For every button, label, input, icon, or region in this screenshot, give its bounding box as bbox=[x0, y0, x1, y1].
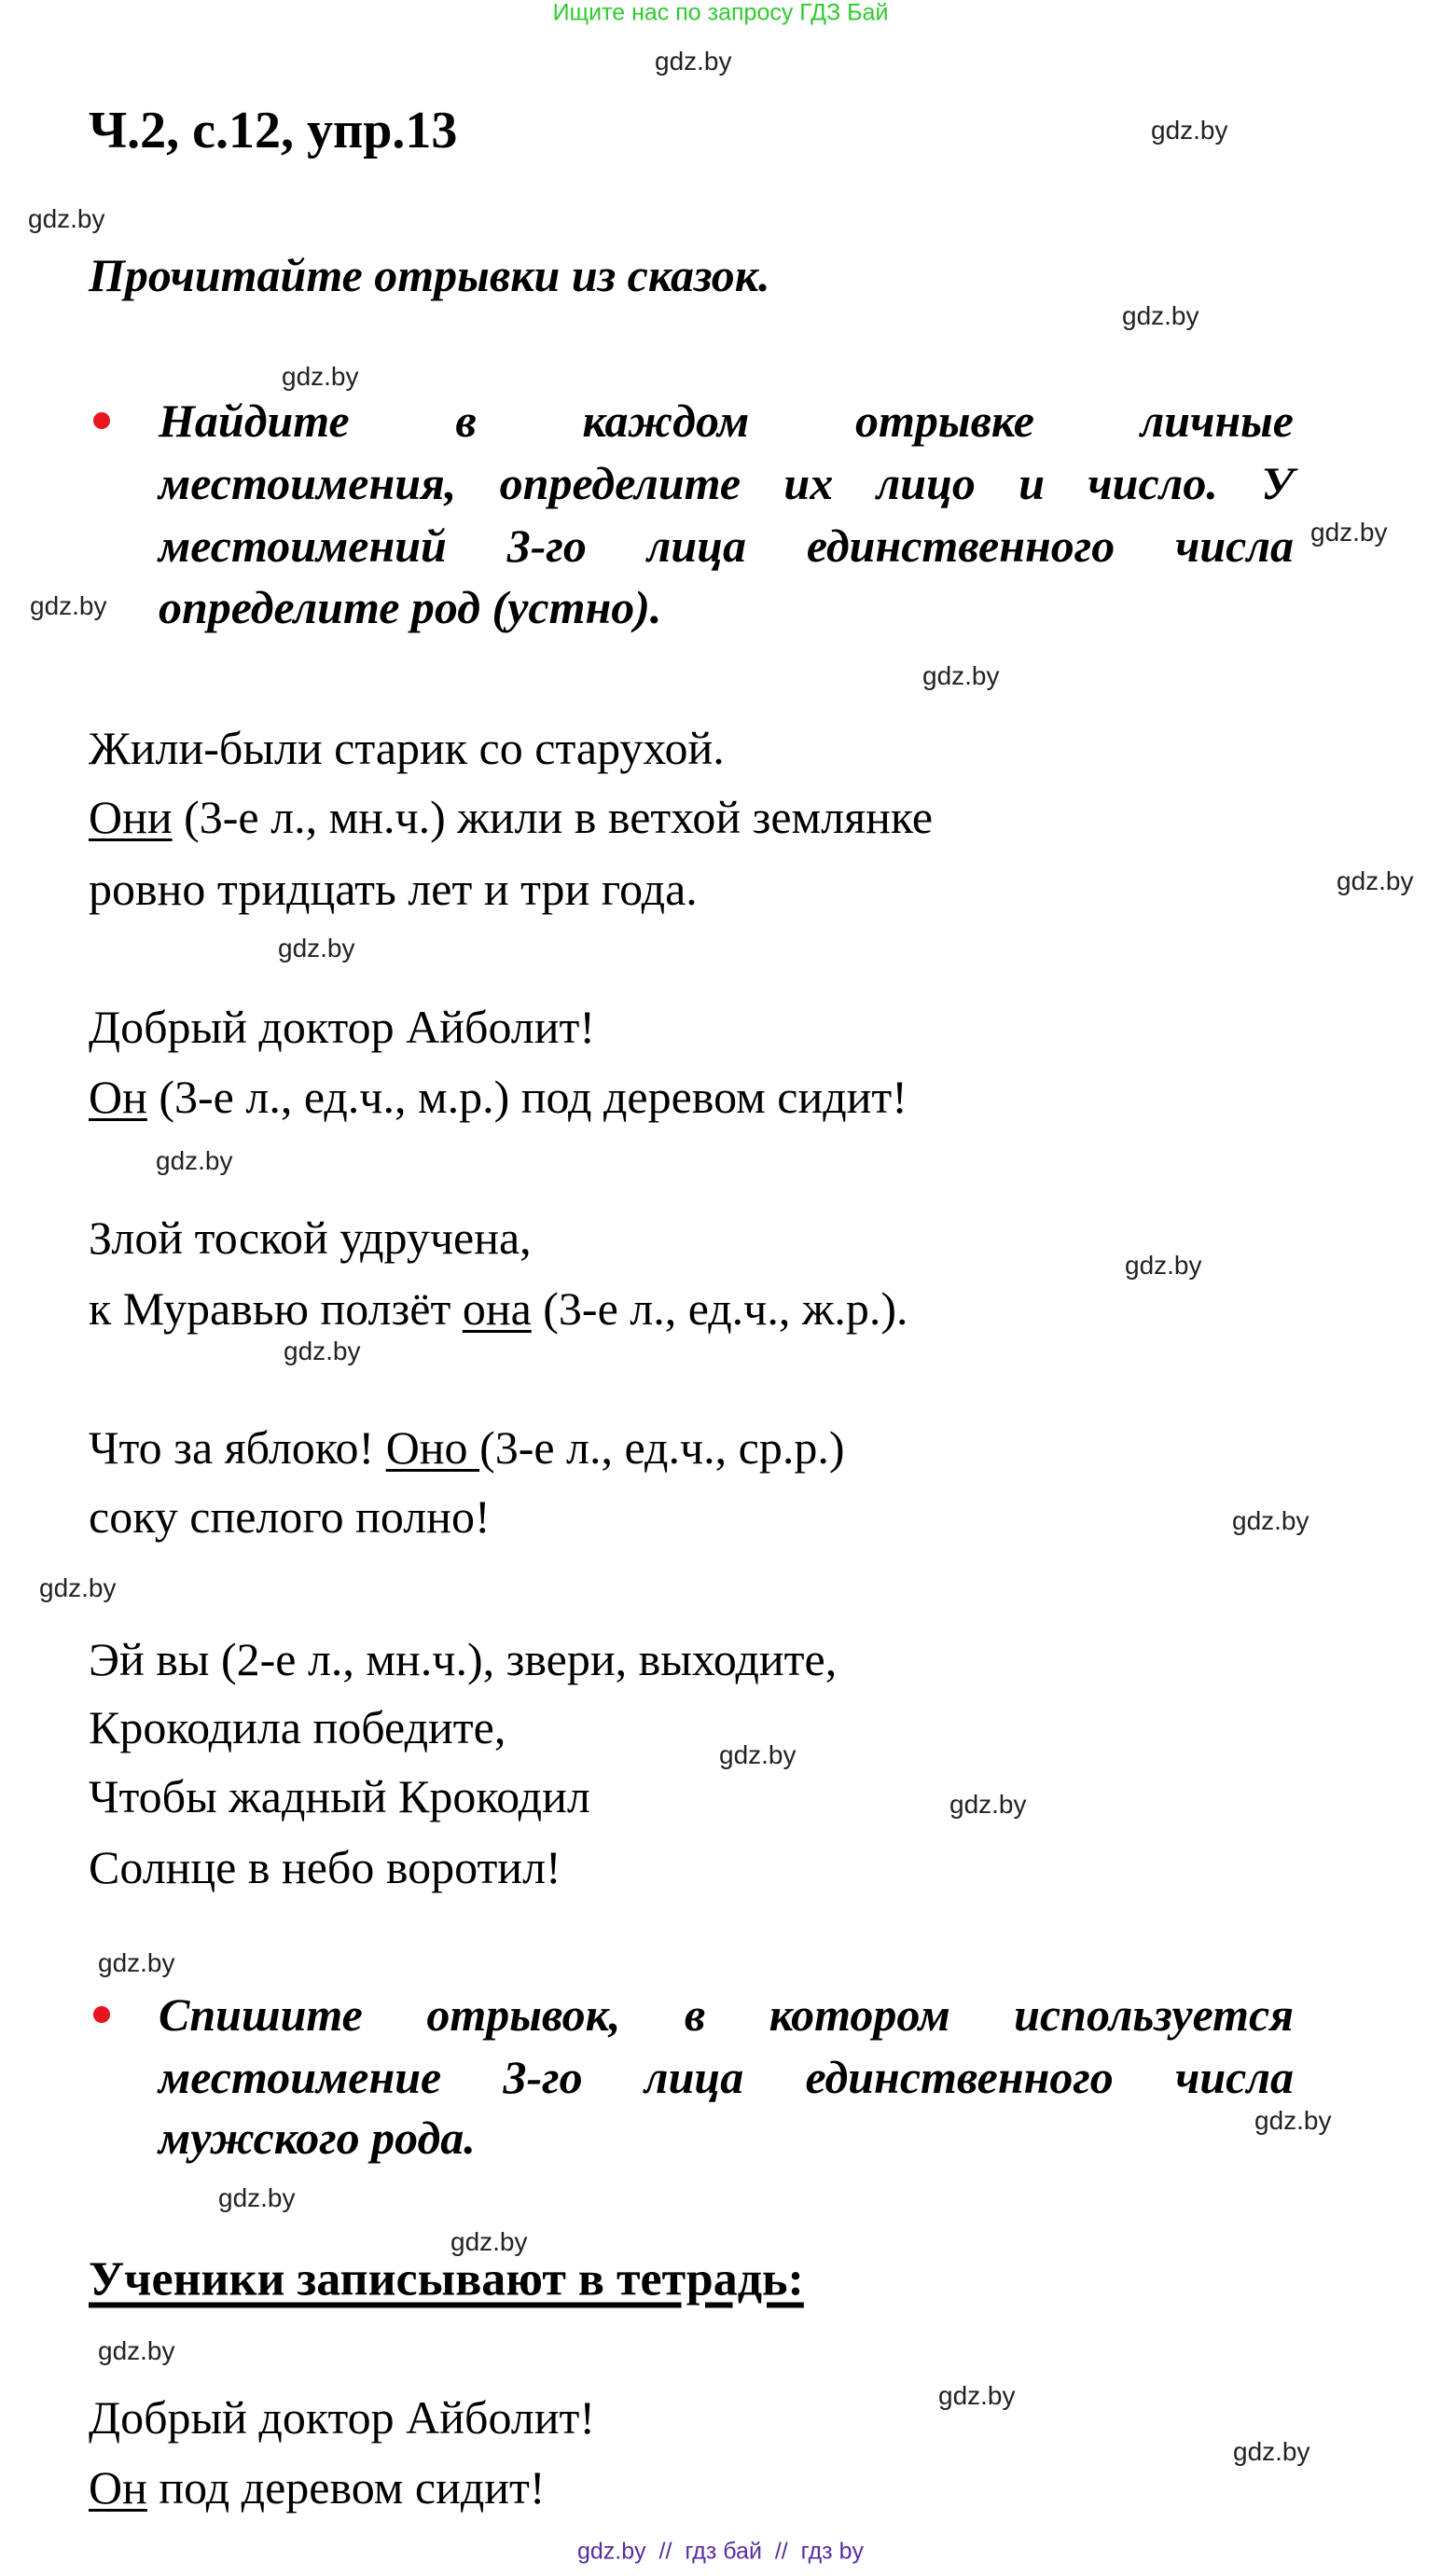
task1-line: Найдите в каждом отрывке личные bbox=[159, 395, 1294, 447]
watermark: gdz.by bbox=[98, 2336, 175, 2365]
pronoun: Он bbox=[89, 1071, 147, 1123]
watermark: gdz.by bbox=[284, 1336, 361, 1365]
watermark: gdz.by bbox=[1232, 1506, 1309, 1535]
watermark: gdz.by bbox=[282, 362, 359, 391]
pronoun: она bbox=[462, 1282, 532, 1335]
excerpt-line: Чтобы жадный Крокодил bbox=[89, 1770, 590, 1822]
excerpt-line: Солнце в небо воротил! bbox=[89, 1841, 561, 1893]
watermark: gdz.by bbox=[719, 1740, 797, 1769]
instruction: Прочитайте отрывки из сказок. bbox=[89, 249, 770, 301]
watermark: gdz.by bbox=[938, 2381, 1016, 2410]
watermark: gdz.by bbox=[1310, 518, 1388, 547]
watermark: gdz.by bbox=[450, 2227, 528, 2256]
watermark: gdz.by bbox=[156, 1146, 233, 1175]
excerpt-line: ровно тридцать лет и три года. bbox=[89, 863, 698, 915]
answer-line bbox=[89, 2460, 546, 2514]
answer-heading: Ученики записывают в тетрадь: bbox=[89, 2252, 804, 2306]
excerpt-line bbox=[89, 1070, 908, 1124]
watermark: gdz.by bbox=[1233, 2437, 1310, 2466]
answer-line: Добрый доктор Айболит! bbox=[89, 2391, 596, 2444]
task2-line: Спишите отрывок, в котором используется bbox=[159, 1988, 1294, 2041]
watermark: gdz.by bbox=[30, 591, 107, 620]
watermark: gdz.by bbox=[278, 934, 355, 963]
excerpt-line bbox=[89, 1281, 908, 1336]
watermark: gdz.by bbox=[655, 47, 732, 76]
excerpt-line: Злой тоской удручена, bbox=[89, 1212, 532, 1264]
bullet-icon bbox=[93, 412, 110, 429]
watermark: gdz.by bbox=[1125, 1251, 1202, 1280]
top-banner-link[interactable]: Ищите нас по запросу ГДЗ Бай bbox=[552, 0, 889, 26]
excerpt-line: Крокодила победите, bbox=[89, 1701, 506, 1753]
annotation: (3-е л., ед.ч., ср.р.) bbox=[479, 1421, 845, 1474]
page-title: Ч.2, с.12, упр.13 bbox=[89, 102, 458, 159]
text: Что за яблоко! bbox=[89, 1421, 386, 1474]
watermark: gdz.by bbox=[98, 1948, 175, 1977]
pronoun: Он bbox=[89, 2461, 147, 2514]
watermark: gdz.by bbox=[39, 1573, 117, 1602]
text: к Муравью ползёт bbox=[89, 1282, 463, 1335]
excerpt-line bbox=[89, 1420, 844, 1475]
excerpt-line: Добрый доктор Айболит! bbox=[89, 1001, 596, 1053]
watermark: gdz.by bbox=[1122, 301, 1199, 330]
task1-line: местоимения, определите их лицо и число. У bbox=[159, 457, 1294, 509]
excerpt-line: Жили-были старик со старухой. bbox=[89, 722, 725, 774]
watermark: gdz.by bbox=[218, 2183, 296, 2212]
watermark: gdz.by bbox=[1151, 116, 1228, 145]
watermark: gdz.by bbox=[1337, 866, 1414, 895]
annotation: (3-е л., ед.ч., ж.р.). bbox=[531, 1282, 908, 1335]
watermark: gdz.by bbox=[28, 204, 105, 233]
pronoun: Они bbox=[89, 791, 173, 843]
task1-line: местоимений 3-го лица единственного числа bbox=[159, 519, 1294, 572]
task2-line: местоимение 3-го лица единственного числа bbox=[159, 2051, 1294, 2103]
task1-line: определите род (устно). bbox=[159, 581, 662, 633]
excerpt-line: соку спелого полно! bbox=[89, 1490, 491, 1543]
excerpt-line: Эй вы (2-е л., мн.ч.), звери, выходите, bbox=[89, 1633, 838, 1685]
excerpt-line bbox=[89, 790, 933, 844]
bullet-icon bbox=[93, 2006, 110, 2023]
text: под деревом сидит! bbox=[146, 2461, 546, 2514]
task2-line: мужского рода. bbox=[159, 2112, 476, 2164]
watermark: gdz.by bbox=[949, 1790, 1027, 1819]
annotation: (3-е л., ед.ч., м.р.) под деревом сидит! bbox=[146, 1071, 908, 1123]
watermark: gdz.by bbox=[1254, 2106, 1332, 2135]
watermark: gdz.by bbox=[922, 661, 1000, 690]
annotation: (3-е л., мн.ч.) жили в ветхой землянке bbox=[172, 791, 934, 843]
footer-links[interactable]: gdz.by // гдз бай // гдз by bbox=[576, 2538, 864, 2565]
pronoun: Оно bbox=[385, 1421, 480, 1474]
